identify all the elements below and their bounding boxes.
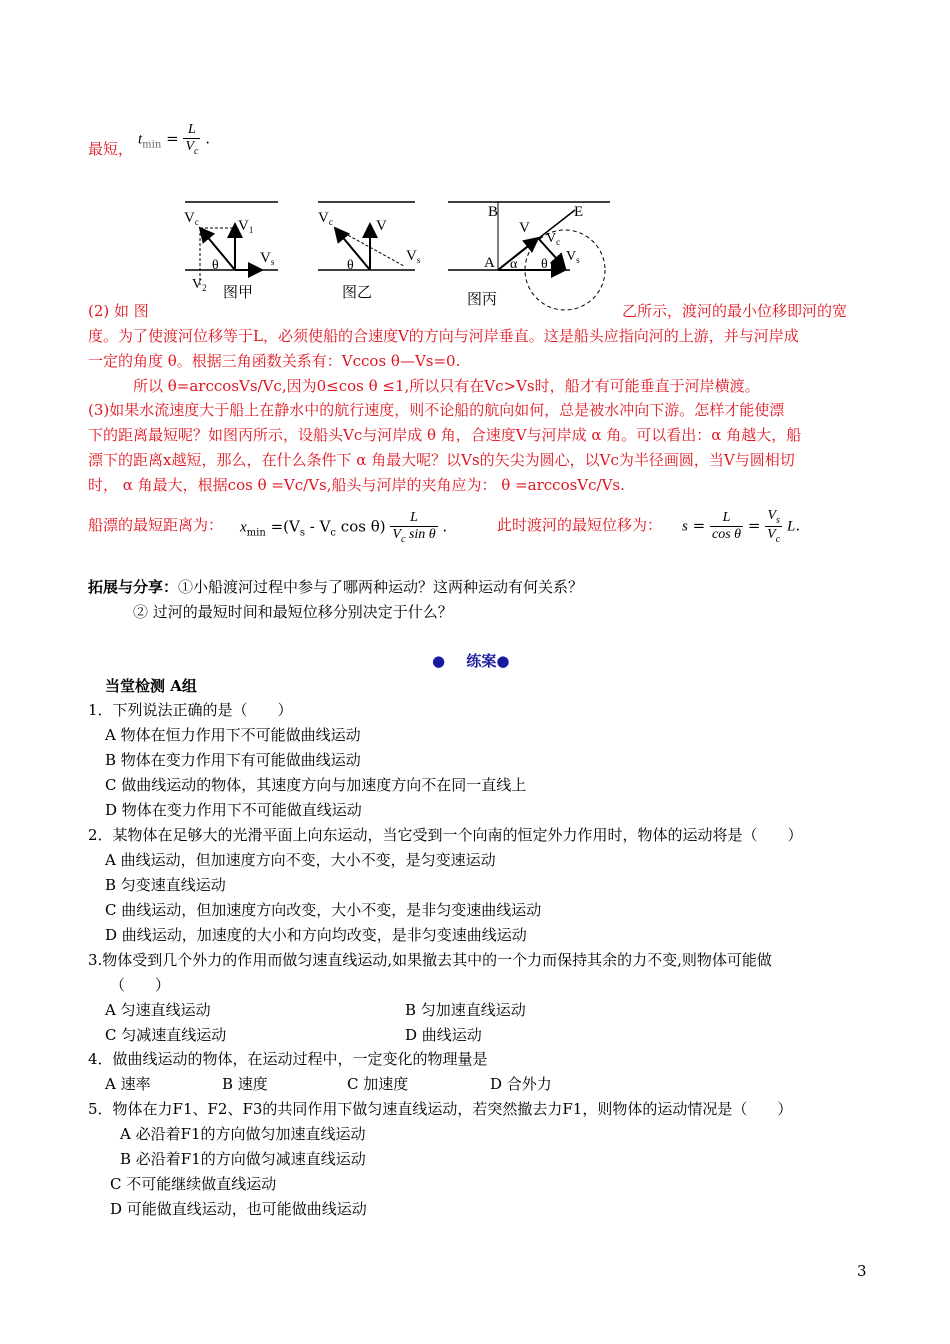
q2-option-b: B 匀变速直线运动 [105, 876, 226, 894]
q5-stem: 5．物体在力F1、F2、F3的共同作用下做匀速直线运动，若突然撤去力F1，则物体的运动情况是（ ） [88, 1100, 793, 1118]
jia-v1-label: $V_1$ [238, 218, 254, 235]
q5-option-a: A 必沿着F1的方向做匀加速直线运动 [120, 1125, 366, 1143]
q5-option-d: D 可能做直线运动，也可能做曲线运动 [110, 1200, 367, 1218]
para2-line2: 度。为了使渡河位移等于L，必须使船的合速度V的方向与河岸垂直。这是船头应指向河的上游，并与河岸成 [88, 327, 799, 345]
jia-vs-label: $V_s$ [260, 250, 275, 267]
jia-theta: θ [212, 258, 219, 273]
para2-line3: 一定的角度 θ。根据三角函数关系有：Vccos θ—Vs=0. [88, 352, 461, 370]
q4-option-a: A 速率 [105, 1075, 151, 1093]
q4-option-d: D 合外力 [490, 1075, 552, 1093]
bing-theta: θ [541, 257, 548, 272]
q4-stem: 4．做曲线运动的物体，在运动过程中，一定变化的物理量是 [88, 1050, 488, 1068]
extension-q2: ② 过河的最短时间和最短位移分别决定于什么？ [133, 603, 453, 621]
bing-v-label: V [519, 220, 530, 236]
s-formula: s = $\frac{L}{\text{cos θ}}$ = $\frac{V_s}{V_c}$ L. [682, 508, 801, 545]
jia-vc-label: $V_c$ [184, 210, 199, 227]
para3-line3: 漂下的距离x越短，那么，在什么条件下 α 角最大呢？以Vs的矢尖为圆心，以Vc为半径画圆，当V与圆相切 [88, 451, 795, 469]
para2-line1-left: (2) 如 图 [88, 302, 149, 320]
yi-vc-label: $V_c$ [318, 210, 333, 227]
bullet-icon: ● [496, 652, 510, 670]
para3-line1: (3)如果水流速度大于船上在静水中的航行速度，则不论船的航向如何，总是被水冲向下游。怎样才能使漂 [88, 401, 785, 419]
para2-line1-right: 乙所示，渡河的最小位移即河的宽 [622, 302, 848, 320]
q5-option-c: C 不可能继续做直线运动 [110, 1175, 277, 1193]
q3-option-c: C 匀减速直线运动 [105, 1026, 227, 1044]
extension-q1: 拓展与分享：①小船渡河过程中参与了哪两种运动？这两种运动有何关系？ [88, 578, 584, 596]
para3-line2: 下的距离最短呢？如图丙所示，设船头Vc与河岸成 θ 角，合速度V与河岸成 α 角。可以看出：α 角越大，船 [88, 426, 802, 444]
yi-theta: θ [347, 258, 354, 273]
tmin-prefix: 最短， [88, 140, 134, 158]
bing-vc-label: $V_c$ [546, 231, 561, 247]
bing-alpha: α [510, 257, 518, 272]
q3-option-d: D 曲线运动 [405, 1026, 482, 1044]
velocity-diagrams [170, 190, 620, 315]
group-title: 当堂检测 A组 [105, 677, 197, 695]
q3-option-b: B 匀加速直线运动 [405, 1001, 526, 1019]
bing-e-label: E [574, 204, 584, 220]
diagram-jia [184, 202, 278, 301]
yi-v-label: V [376, 218, 387, 234]
section-title: ● 练案● [432, 652, 510, 670]
q2-option-a: A 曲线运动，但加速度方向不变，大小不变，是匀变速运动 [105, 851, 496, 869]
para3-line4: 时， α 角最大，根据cos θ =Vc/Vs,船头与河岸的夹角应为： θ =arccosVc/Vs. [88, 476, 625, 494]
xmin-formula: $x_{min} =(V_s - V_c$ cos θ) $\frac{L}{V_c \sin \theta}$ . [240, 510, 448, 545]
page-number: 3 [857, 1262, 867, 1280]
bing-vs-label: $V_s$ [566, 249, 580, 265]
q1-option-c: C 做曲线运动的物体，其速度方向与加速度方向不在同一直线上 [105, 776, 527, 794]
q4-option-c: C 加速度 [347, 1075, 409, 1093]
bing-a-label: A [484, 255, 495, 271]
q2-stem: 2．某物体在足够大的光滑平面上向东运动，当它受到一个向南的恒定外力作用时，物体的运动将是（ ） [88, 826, 803, 844]
q1-option-b: B 物体在变力作用下有可能做曲线运动 [105, 751, 361, 769]
bullet-icon: ● [432, 652, 446, 670]
diagram-yi [318, 202, 421, 301]
diagram-bing [448, 202, 610, 310]
q1-stem: 1．下列说法正确的是（ ） [88, 701, 293, 719]
xmin-label: 船漂的最短距离为： [88, 516, 224, 534]
q2-option-c: C 曲线运动，但加速度方向改变，大小不变，是非匀变速曲线运动 [105, 901, 542, 919]
jia-v2-label: $V_2$ [192, 277, 207, 293]
q5-option-b: B 必沿着F1的方向做匀减速直线运动 [120, 1150, 366, 1168]
tmin-math: $t_{min}$ = $\frac{L}{V_c}$ . [138, 122, 211, 157]
q3-stem: 3.物体受到几个外力的作用而做匀速直线运动,如果撤去其中的一个力而保持其余的力不变,则物体可能做 [88, 951, 772, 969]
caption-jia: 图甲 [223, 285, 254, 301]
q2-option-d: D 曲线运动，加速度的大小和方向均改变，是非匀变速曲线运动 [105, 926, 527, 944]
yi-vs-label: $V_s$ [406, 248, 421, 265]
q4-option-b: B 速度 [222, 1075, 268, 1093]
caption-bing: 图丙 [467, 292, 498, 308]
q3-stem-paren: （ ） [110, 976, 171, 994]
bing-b-label: B [488, 204, 499, 220]
q3-option-a: A 匀速直线运动 [105, 1001, 211, 1019]
tmin-formula [88, 137, 133, 162]
q1-option-d: D 物体在变力作用下不可能做直线运动 [105, 801, 362, 819]
s-label: 此时渡河的最短位移为： [497, 516, 663, 534]
q1-option-a: A 物体在恒力作用下不可能做曲线运动 [105, 726, 361, 744]
para2-line4: 所以 θ=arccosVs/Vc,因为0≤cos θ ≤1,所以只有在Vc>Vs时，船才有可能垂直于河岸横渡。 [133, 377, 760, 395]
caption-yi: 图乙 [342, 285, 373, 301]
